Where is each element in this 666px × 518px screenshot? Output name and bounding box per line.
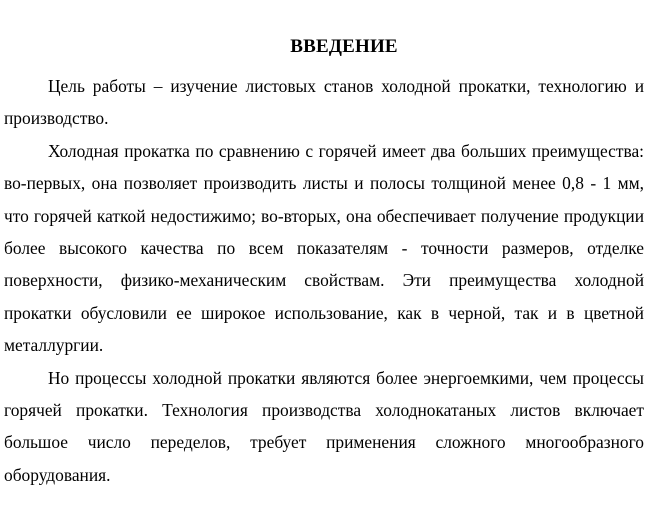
paragraph-goal: Цель работы – изучение листовых станов холодной прокатки, технологию и производство. (4, 76, 644, 129)
paragraph-drawbacks: Но процессы холодной прокатки являются более энергоемкими, чем процессы горячей прокатки. Технология производства холоднокатаных листов включает большое число переделов, требует применения сложного многообразного оборудования. (4, 367, 644, 485)
paragraph-advantages: Холодная прокатка по сравнению с горячей имеет два больших преимущества: во-первых, она позволяет производить листы и полосы толщиной менее 0,8 - 1 мм, что горячей каткой недостижимо; во-вторых, она обеспечивает получение продукции более высокого качества по всем показателям - точности размеров, отделке поверхности, физико-механическим свойствам. Эти преимущества холодной прокатки обусловили ее широкое использование, как в черной, так и в цветной металлургии. (4, 140, 644, 356)
document-page (4, 32, 644, 491)
section-title: ВВЕДЕНИЕ (290, 36, 398, 57)
